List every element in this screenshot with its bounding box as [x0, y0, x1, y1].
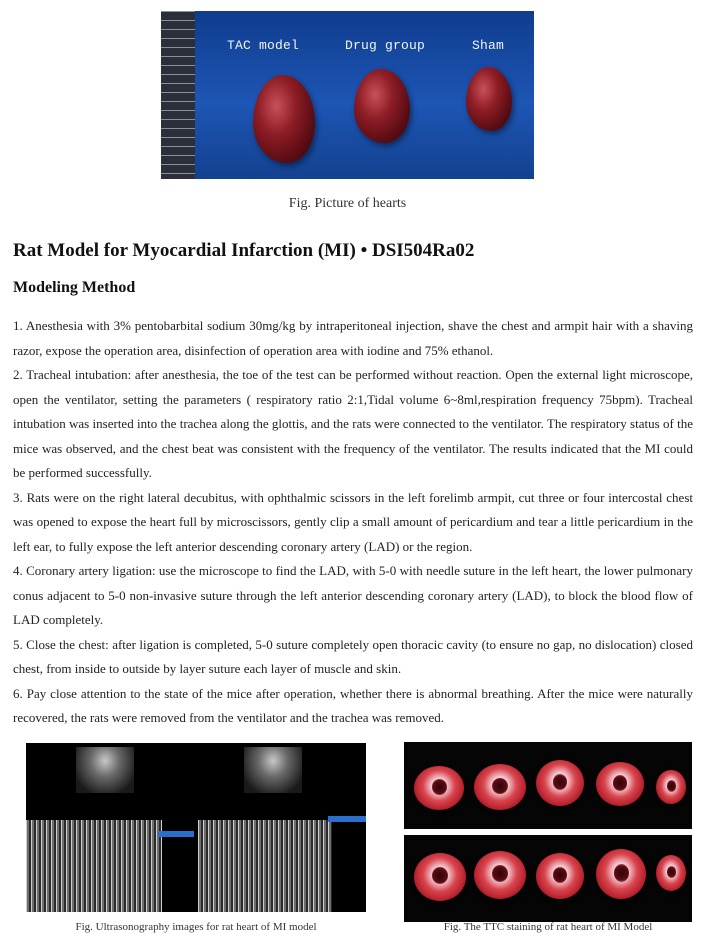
label-sham: Sham: [472, 38, 505, 53]
step-5: 5. Close the chest: after ligation is completed, 5-0 suture completely open thoracic cavity (to ensure no gap, no dislocation) closed chest, from inside to outside by layer suture each layer of muscle and skin.: [13, 636, 693, 676]
ruler-scale: [161, 11, 195, 179]
ttc-caption: Fig. The TTC staining of rat heart of MI Model: [443, 921, 653, 933]
heart-tac-model: [253, 75, 315, 163]
step-3: 3. Rats were on the right lateral decubitus, with ophthalmic scissors in the left forelimb armpit, cut three or four intercostal chest was opened to expose the heart full by microscissors, gently clip a small amount of pericardium and tear a little pericardium in the left ear, to fully expose the left anterior descending coronary artery (LAD) or the region.: [13, 489, 693, 554]
heart-sham: [466, 67, 512, 131]
page-title: Rat Model for Myocardial Infarction (MI) • DSI504Ra02: [13, 240, 475, 261]
label-tac-model: TAC model: [227, 38, 300, 53]
section-heading: Modeling Method: [13, 279, 136, 296]
ultrasound-panel-left: [26, 743, 194, 912]
hearts-caption: Fig. Picture of hearts: [288, 196, 407, 211]
ttc-image-bottom: [404, 835, 692, 922]
step-2: 2. Tracheal intubation: after anesthesia, the toe of the test can be performed without reaction. Open the external light microscope, open the ventilator, setting the parameters ( respiratory ratio 2:1,Tidal volume 6~8ml,respiration frequency 75bpm). Tracheal intubation was inserted into the trachea along the glottis, and the rats were connected to the ventilator. The respiratory status of the mice was observed, and the chest beat was consistent with the frequency of the ventilator. The results indicated that the MI could be performed successfully.: [13, 367, 693, 480]
heart-drug-group: [354, 69, 410, 143]
step-4: 4. Coronary artery ligation: use the microscope to find the LAD, with 5-0 with needle suture in the left heart, the lower pulmonary conus adjacent to 5-0 non-invasive suture through the left anterior descending coronary artery (LAD), to block the blood flow of LAD completely.: [13, 563, 693, 627]
method-steps: [13, 314, 693, 731]
step-6: 6. Pay close attention to the state of the mice after operation, whether there is abnormal breathing. After the mice were naturally recovered, the rats were removed from the ventilator and the trachea was removed.: [13, 685, 693, 725]
ultrasound-caption: Fig. Ultrasonography images for rat heart of MI model: [75, 921, 317, 933]
ttc-image-top: [404, 742, 692, 829]
label-drug-group: Drug group: [345, 38, 426, 53]
hearts-photo: [161, 11, 534, 179]
ultrasound-panel-right: [198, 743, 366, 912]
ultrasound-image: [26, 743, 366, 912]
step-1: 1. Anesthesia with 3% pentobarbital sodium 30mg/kg by intraperitoneal injection, shave the chest and armpit hair with a shaving razor, expose the operation area, disinfection of operation area with iodine and 75% ethanol.: [13, 318, 693, 358]
